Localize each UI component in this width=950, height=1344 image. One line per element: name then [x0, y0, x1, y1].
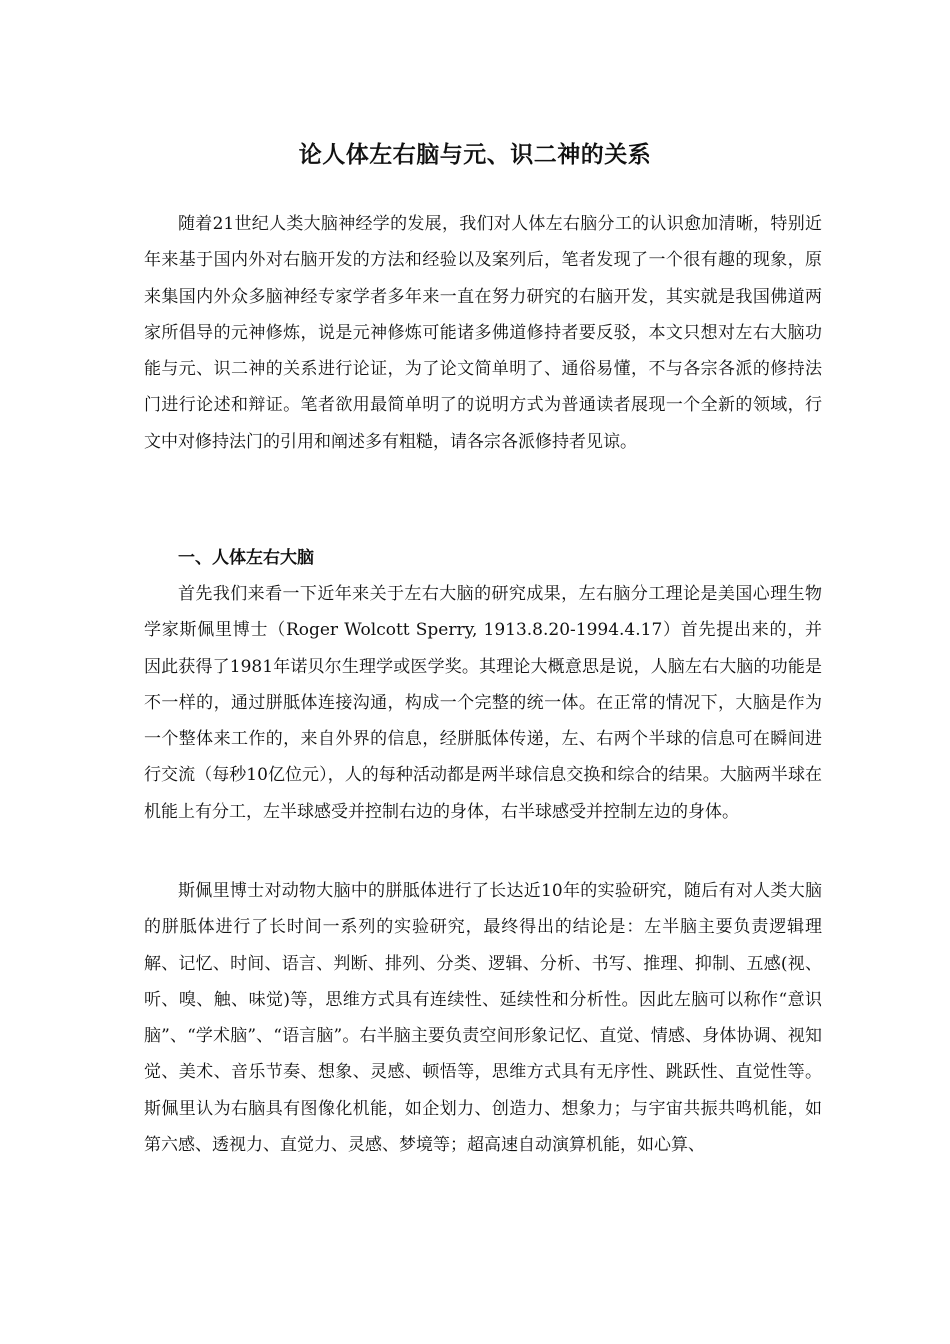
section-paragraph-1: 首先我们来看一下近年来关于左右大脑的研究成果，左右脑分工理论是美国心理生物学家斯佩里博士（Roger Wolcott Sperry, 1913.8.20-1994.4.17）首先提出来的，并因此获得了1981年诺贝尔生理学或医学奖。其理论大概意思是说，人脑左右大脑的功能是不一样的，通过胼胝体连接沟通，构成一个完整的统一体。在正常的情况下，大脑是作为一个整体来工作的，来自外界的信息，经胼胝体传递，左、右两个半球的信息可在瞬间进行交流（每秒10亿位元），人的每种活动都是两半球信息交换和综合的结果。大脑两半球在机能上有分工，左半球感受并控制右边的身体，右半球感受并控制左边的身体。 [144, 584, 822, 822]
document-title: 论人体左右脑与元、识二神的关系 [298, 141, 652, 168]
section-paragraph-2: 斯佩里博士对动物大脑中的胼胝体进行了长达近10年的实验研究，随后有对人类大脑的胼胝体进行了长时间一系列的实验研究，最终得出的结论是：左半脑主要负责逻辑理解、记忆、时间、语言、判断、排列、分类、逻辑、分析、书写、推理、抑制、五感(视、听、嗅、触、味觉)等，思维方式具有连续性、延续性和分析性。因此左脑可以称作“意识脑”、“学术脑”、“语言脑”。右半脑主要负责空间形象记忆、直觉、情感、身体协调、视知觉、美术、音乐节奏、想象、灵感、顿悟等，思维方式具有无序性、跳跃性、直觉性等。斯佩里认为右脑具有图像化机能，如企划力、创造力、想象力；与宇宙共振共鸣机能，如第六感、透视力、直觉力、灵感、梦境等；超高速自动演算机能，如心算、 [144, 881, 822, 1156]
intro-paragraph: 随着21世纪人类大脑神经学的发展，我们对人体左右脑分工的认识愈加清晰，特别近年来基于国内外对右脑开发的方法和经验以及案列后，笔者发现了一个很有趣的现象，原来集国内外众多脑神经专家学者多年来一直在努力研究的右脑开发，其实就是我国佛道两家所倡导的元神修炼，说是元神修炼可能诸多佛道修持者要反驳，本文只想对左右大脑功能与元、识二神的关系进行论证，为了论文简单明了、通俗易懂，不与各宗各派的修持法门进行论述和辩证。笔者欲用最简单明了的说明方式为普通读者展现一个全新的领域，行文中对修持法门的引用和阐述多有粗糙，请各宗各派修持者见谅。 [144, 214, 822, 452]
section-heading: 一、人体左右大脑 [178, 548, 314, 568]
